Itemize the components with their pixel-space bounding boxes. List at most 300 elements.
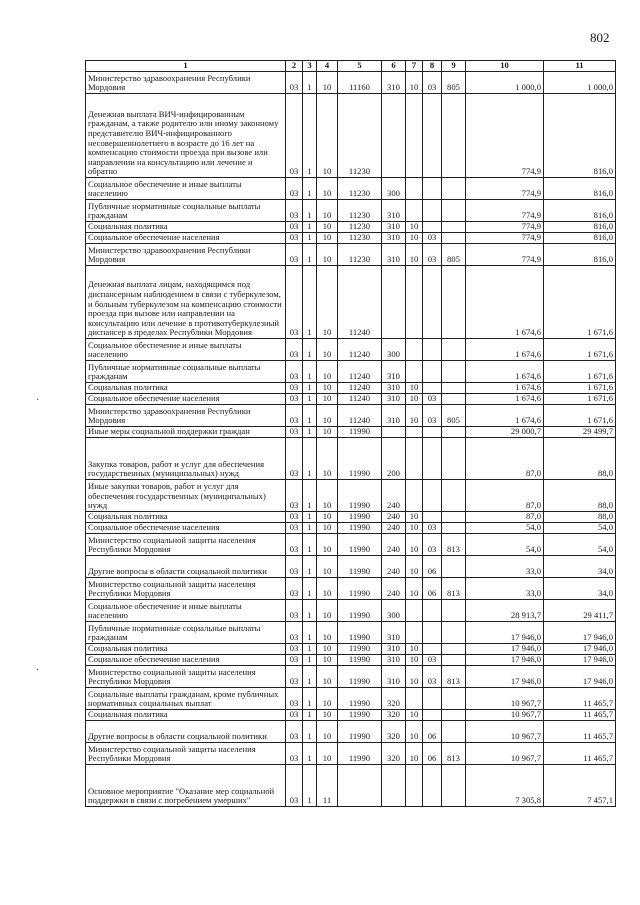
row-code-c5: 11240 bbox=[338, 394, 382, 405]
row-code-c8: 03 bbox=[423, 534, 442, 556]
row-code-c8 bbox=[423, 178, 442, 200]
row-amount-v11: 1 671,6 bbox=[544, 339, 616, 361]
row-code-c8: 06 bbox=[423, 578, 442, 600]
row-code-c4: 10 bbox=[317, 394, 338, 405]
row-code-c5: 11230 bbox=[338, 94, 382, 178]
row-code-c3: 1 bbox=[303, 438, 317, 480]
row-code-c6: 240 bbox=[382, 512, 406, 523]
row-amount-v10: 10 967,7 bbox=[466, 743, 544, 765]
row-amount-v11: 54,0 bbox=[544, 523, 616, 534]
row-amount-v10: 774,9 bbox=[466, 178, 544, 200]
row-code-c4: 10 bbox=[317, 361, 338, 383]
row-amount-v11: 816,0 bbox=[544, 94, 616, 178]
row-code-c8: 03 bbox=[423, 523, 442, 534]
row-code-c4: 10 bbox=[317, 94, 338, 178]
row-code-c7 bbox=[406, 361, 423, 383]
table-row bbox=[86, 94, 616, 178]
row-code-c8: 06 bbox=[423, 743, 442, 765]
row-code-c3: 1 bbox=[303, 765, 317, 807]
row-code-c5: 11990 bbox=[338, 743, 382, 765]
row-code-c5: 11990 bbox=[338, 655, 382, 666]
row-code-c2: 03 bbox=[286, 480, 303, 512]
row-name: Иные закупки товаров, работ и услуг для обеспечения государственных (муниципальных) нужд bbox=[86, 480, 286, 512]
row-code-c5: 11240 bbox=[338, 361, 382, 383]
row-code-c6: 200 bbox=[382, 438, 406, 480]
row-code-c9 bbox=[442, 655, 466, 666]
row-name: Социальное обеспечение и иные выплаты населению bbox=[86, 600, 286, 622]
row-code-c8 bbox=[423, 512, 442, 523]
row-code-c8: 03 bbox=[423, 405, 442, 427]
row-code-c6: 310 bbox=[382, 72, 406, 94]
row-code-c5: 11240 bbox=[338, 405, 382, 427]
row-amount-v11: 816,0 bbox=[544, 244, 616, 266]
table-row bbox=[86, 655, 616, 666]
row-code-c6: 300 bbox=[382, 600, 406, 622]
row-code-c6: 320 bbox=[382, 721, 406, 743]
row-code-c4: 10 bbox=[317, 200, 338, 222]
row-name: Денежная выплата лицам, находящимся под диспансерным наблюдением в связи с туберкулезом, и больным туберкулезом на компенсацию стоимости проезда при вызове или направлении на консультацию или лечение в противотуберкулезный диспансер в пределах Республики Мордовия bbox=[86, 266, 286, 339]
row-code-c4: 10 bbox=[317, 556, 338, 578]
row-code-c6: 310 bbox=[382, 383, 406, 394]
row-code-c2: 03 bbox=[286, 405, 303, 427]
row-name: Социальная политика bbox=[86, 644, 286, 655]
row-code-c2: 03 bbox=[286, 394, 303, 405]
row-code-c9 bbox=[442, 339, 466, 361]
row-code-c6: 310 bbox=[382, 233, 406, 244]
row-code-c2: 03 bbox=[286, 512, 303, 523]
row-code-c9: 813 bbox=[442, 743, 466, 765]
row-code-c2: 03 bbox=[286, 339, 303, 361]
row-code-c3: 1 bbox=[303, 556, 317, 578]
row-name: Денежная выплата ВИЧ-инфицированным гражданам, а также родителю или иному законному представителю ВИЧ-инфицированного несовершеннолетнего в возрасте до 16 лет на компенсацию стоимости проезда при вызове или направлении на консультацию или лечение и обратно bbox=[86, 94, 286, 178]
row-amount-v10: 7 305,8 bbox=[466, 765, 544, 807]
column-header: 4 bbox=[317, 61, 338, 72]
row-amount-v11: 816,0 bbox=[544, 200, 616, 222]
row-code-c5: 11160 bbox=[338, 72, 382, 94]
row-code-c2: 03 bbox=[286, 688, 303, 710]
table-row bbox=[86, 688, 616, 710]
row-code-c2: 03 bbox=[286, 710, 303, 721]
row-amount-v10: 33,0 bbox=[466, 578, 544, 600]
table-row bbox=[86, 72, 616, 94]
row-code-c9 bbox=[442, 94, 466, 178]
row-code-c4: 10 bbox=[317, 383, 338, 394]
row-amount-v11: 17 946,0 bbox=[544, 666, 616, 688]
row-code-c6: 320 bbox=[382, 710, 406, 721]
row-code-c7: 10 bbox=[406, 244, 423, 266]
row-name: Социальное обеспечение населения bbox=[86, 233, 286, 244]
row-code-c2: 03 bbox=[286, 244, 303, 266]
table-row bbox=[86, 361, 616, 383]
row-code-c8: 03 bbox=[423, 72, 442, 94]
row-code-c7: 10 bbox=[406, 556, 423, 578]
row-code-c7 bbox=[406, 200, 423, 222]
row-code-c2: 03 bbox=[286, 383, 303, 394]
row-name: Социальная политика bbox=[86, 383, 286, 394]
row-code-c5: 11990 bbox=[338, 523, 382, 534]
row-code-c4: 10 bbox=[317, 339, 338, 361]
row-code-c6: 310 bbox=[382, 655, 406, 666]
row-amount-v10: 1 674,6 bbox=[466, 394, 544, 405]
row-code-c8: 03 bbox=[423, 244, 442, 266]
column-header: 3 bbox=[303, 61, 317, 72]
row-code-c2: 03 bbox=[286, 427, 303, 438]
row-code-c6 bbox=[382, 266, 406, 339]
row-code-c2: 03 bbox=[286, 72, 303, 94]
row-code-c6: 320 bbox=[382, 743, 406, 765]
row-code-c4: 10 bbox=[317, 266, 338, 339]
row-code-c6: 310 bbox=[382, 361, 406, 383]
row-code-c9 bbox=[442, 512, 466, 523]
row-code-c9 bbox=[442, 765, 466, 807]
table-row bbox=[86, 578, 616, 600]
row-code-c9 bbox=[442, 622, 466, 644]
row-code-c8 bbox=[423, 644, 442, 655]
row-code-c3: 1 bbox=[303, 266, 317, 339]
row-code-c3: 1 bbox=[303, 710, 317, 721]
row-code-c3: 1 bbox=[303, 688, 317, 710]
column-header: 1 bbox=[86, 61, 286, 72]
row-code-c3: 1 bbox=[303, 655, 317, 666]
table-row bbox=[86, 339, 616, 361]
row-amount-v11: 29 411,7 bbox=[544, 600, 616, 622]
row-code-c6: 240 bbox=[382, 534, 406, 556]
row-name: Министерство здравоохранения Республики Мордовия bbox=[86, 72, 286, 94]
row-name: Иные меры социальной поддержки граждан bbox=[86, 427, 286, 438]
row-amount-v11: 88,0 bbox=[544, 480, 616, 512]
row-code-c3: 1 bbox=[303, 394, 317, 405]
row-code-c7 bbox=[406, 765, 423, 807]
row-name: Социальные выплаты гражданам, кроме публичных нормативных социальных выплат bbox=[86, 688, 286, 710]
column-header: 5 bbox=[338, 61, 382, 72]
row-code-c9: 813 bbox=[442, 578, 466, 600]
row-code-c7: 10 bbox=[406, 405, 423, 427]
row-code-c5: 11990 bbox=[338, 644, 382, 655]
row-code-c5: 11990 bbox=[338, 622, 382, 644]
row-code-c2: 03 bbox=[286, 721, 303, 743]
row-code-c4: 10 bbox=[317, 405, 338, 427]
row-code-c3: 1 bbox=[303, 743, 317, 765]
row-code-c7 bbox=[406, 622, 423, 644]
row-code-c5: 11230 bbox=[338, 222, 382, 233]
row-code-c3: 1 bbox=[303, 361, 317, 383]
row-code-c9 bbox=[442, 178, 466, 200]
column-header: 8 bbox=[423, 61, 442, 72]
row-code-c5: 11990 bbox=[338, 578, 382, 600]
row-code-c3: 1 bbox=[303, 233, 317, 244]
row-code-c7 bbox=[406, 427, 423, 438]
row-code-c7 bbox=[406, 178, 423, 200]
row-code-c8 bbox=[423, 600, 442, 622]
row-amount-v10: 774,9 bbox=[466, 222, 544, 233]
column-header: 9 bbox=[442, 61, 466, 72]
row-name: Министерство социальной защиты населения Республики Мордовия bbox=[86, 534, 286, 556]
row-code-c9 bbox=[442, 600, 466, 622]
row-amount-v10: 29 000,7 bbox=[466, 427, 544, 438]
row-code-c6 bbox=[382, 94, 406, 178]
row-amount-v11: 1 000,0 bbox=[544, 72, 616, 94]
row-code-c9 bbox=[442, 688, 466, 710]
row-amount-v11: 17 946,0 bbox=[544, 622, 616, 644]
row-code-c8 bbox=[423, 765, 442, 807]
row-name: Министерство социальной защиты населения Республики Мордовия bbox=[86, 743, 286, 765]
row-amount-v10: 1 674,6 bbox=[466, 405, 544, 427]
row-code-c9 bbox=[442, 394, 466, 405]
row-name: Министерство здравоохранения Республики Мордовия bbox=[86, 405, 286, 427]
row-amount-v11: 17 946,0 bbox=[544, 644, 616, 655]
row-code-c2: 03 bbox=[286, 94, 303, 178]
row-code-c4: 10 bbox=[317, 534, 338, 556]
row-code-c8 bbox=[423, 427, 442, 438]
row-amount-v10: 1 674,6 bbox=[466, 339, 544, 361]
row-code-c3: 1 bbox=[303, 578, 317, 600]
row-code-c3: 1 bbox=[303, 222, 317, 233]
row-code-c7 bbox=[406, 438, 423, 480]
row-code-c4: 10 bbox=[317, 72, 338, 94]
row-name: Основное мероприятие "Оказание мер социальной поддержки в связи с погребением умерших" bbox=[86, 765, 286, 807]
row-code-c6: 300 bbox=[382, 339, 406, 361]
row-amount-v10: 1 674,6 bbox=[466, 383, 544, 394]
column-header: 7 bbox=[406, 61, 423, 72]
row-name: Социальная политика bbox=[86, 222, 286, 233]
row-code-c6 bbox=[382, 765, 406, 807]
table-row bbox=[86, 266, 616, 339]
column-header: 6 bbox=[382, 61, 406, 72]
row-code-c9 bbox=[442, 644, 466, 655]
table-row bbox=[86, 600, 616, 622]
row-amount-v11: 88,0 bbox=[544, 438, 616, 480]
row-code-c6 bbox=[382, 427, 406, 438]
row-amount-v11: 17 946,0 bbox=[544, 655, 616, 666]
row-code-c8 bbox=[423, 688, 442, 710]
row-amount-v10: 774,9 bbox=[466, 94, 544, 178]
row-code-c7 bbox=[406, 339, 423, 361]
row-code-c7 bbox=[406, 94, 423, 178]
row-code-c2: 03 bbox=[286, 361, 303, 383]
row-amount-v11: 816,0 bbox=[544, 178, 616, 200]
row-code-c2: 03 bbox=[286, 266, 303, 339]
table-row bbox=[86, 743, 616, 765]
row-code-c7: 10 bbox=[406, 383, 423, 394]
row-code-c7: 10 bbox=[406, 233, 423, 244]
row-code-c3: 1 bbox=[303, 512, 317, 523]
row-code-c7: 10 bbox=[406, 710, 423, 721]
row-code-c7: 10 bbox=[406, 72, 423, 94]
row-code-c6: 310 bbox=[382, 200, 406, 222]
column-header: 2 bbox=[286, 61, 303, 72]
table-row bbox=[86, 622, 616, 644]
row-code-c2: 03 bbox=[286, 233, 303, 244]
row-code-c8 bbox=[423, 710, 442, 721]
row-name: Закупка товаров, работ и услуг для обеспечения государственных (муниципальных) нужд bbox=[86, 438, 286, 480]
row-code-c6: 300 bbox=[382, 178, 406, 200]
row-code-c4: 10 bbox=[317, 438, 338, 480]
row-code-c4: 10 bbox=[317, 644, 338, 655]
row-name: Министерство социальной защиты населения Республики Мордовия bbox=[86, 578, 286, 600]
row-code-c7 bbox=[406, 600, 423, 622]
row-amount-v11: 11 465,7 bbox=[544, 688, 616, 710]
row-name: Публичные нормативные социальные выплаты гражданам bbox=[86, 361, 286, 383]
row-code-c4: 10 bbox=[317, 222, 338, 233]
row-code-c7: 10 bbox=[406, 666, 423, 688]
row-code-c9 bbox=[442, 427, 466, 438]
row-code-c6: 240 bbox=[382, 523, 406, 534]
row-code-c2: 03 bbox=[286, 655, 303, 666]
row-code-c7: 10 bbox=[406, 394, 423, 405]
table-row bbox=[86, 534, 616, 556]
row-code-c8: 06 bbox=[423, 556, 442, 578]
row-code-c2: 03 bbox=[286, 743, 303, 765]
row-amount-v10: 54,0 bbox=[466, 534, 544, 556]
row-amount-v10: 54,0 bbox=[466, 523, 544, 534]
table-row bbox=[86, 765, 616, 807]
row-code-c8: 03 bbox=[423, 655, 442, 666]
row-name: Министерство здравоохранения Республики Мордовия bbox=[86, 244, 286, 266]
row-code-c8 bbox=[423, 200, 442, 222]
row-amount-v10: 1 674,6 bbox=[466, 266, 544, 339]
row-code-c8 bbox=[423, 339, 442, 361]
row-code-c2: 03 bbox=[286, 534, 303, 556]
row-code-c9 bbox=[442, 383, 466, 394]
row-code-c9: 805 bbox=[442, 244, 466, 266]
row-amount-v11: 34,0 bbox=[544, 578, 616, 600]
row-code-c9 bbox=[442, 556, 466, 578]
row-code-c5: 11230 bbox=[338, 244, 382, 266]
row-code-c7: 10 bbox=[406, 523, 423, 534]
table-row bbox=[86, 438, 616, 480]
row-code-c2: 03 bbox=[286, 578, 303, 600]
row-code-c5: 11990 bbox=[338, 427, 382, 438]
row-amount-v11: 1 671,6 bbox=[544, 405, 616, 427]
row-code-c5: 11990 bbox=[338, 688, 382, 710]
row-code-c7: 10 bbox=[406, 655, 423, 666]
scan-speck: · bbox=[36, 665, 40, 676]
row-code-c8 bbox=[423, 383, 442, 394]
row-code-c9 bbox=[442, 721, 466, 743]
row-amount-v11: 1 671,6 bbox=[544, 383, 616, 394]
row-name: Социальное обеспечение населения bbox=[86, 523, 286, 534]
row-code-c4: 10 bbox=[317, 523, 338, 534]
row-code-c8: 06 bbox=[423, 721, 442, 743]
row-code-c7: 10 bbox=[406, 222, 423, 233]
row-code-c6: 320 bbox=[382, 688, 406, 710]
row-code-c2: 03 bbox=[286, 222, 303, 233]
row-code-c7 bbox=[406, 688, 423, 710]
row-amount-v10: 17 946,0 bbox=[466, 644, 544, 655]
column-header: 11 bbox=[544, 61, 616, 72]
row-code-c5: 11240 bbox=[338, 339, 382, 361]
row-amount-v11: 54,0 bbox=[544, 534, 616, 556]
table-row bbox=[86, 427, 616, 438]
row-code-c8 bbox=[423, 94, 442, 178]
row-name: Социальное обеспечение населения bbox=[86, 655, 286, 666]
row-code-c6: 240 bbox=[382, 480, 406, 512]
table-row bbox=[86, 523, 616, 534]
scan-speck: · bbox=[36, 395, 40, 406]
row-amount-v11: 29 499,7 bbox=[544, 427, 616, 438]
row-code-c4: 10 bbox=[317, 233, 338, 244]
row-code-c4: 10 bbox=[317, 666, 338, 688]
row-amount-v11: 11 465,7 bbox=[544, 743, 616, 765]
row-code-c7: 10 bbox=[406, 534, 423, 556]
column-header: 10 bbox=[466, 61, 544, 72]
row-code-c8 bbox=[423, 361, 442, 383]
row-code-c3: 1 bbox=[303, 427, 317, 438]
row-code-c5: 11240 bbox=[338, 383, 382, 394]
row-amount-v10: 10 967,7 bbox=[466, 710, 544, 721]
table-row bbox=[86, 721, 616, 743]
row-amount-v10: 17 946,0 bbox=[466, 622, 544, 644]
row-code-c9 bbox=[442, 200, 466, 222]
row-code-c2: 03 bbox=[286, 622, 303, 644]
row-amount-v11: 816,0 bbox=[544, 233, 616, 244]
row-code-c3: 1 bbox=[303, 523, 317, 534]
row-code-c6: 240 bbox=[382, 578, 406, 600]
row-code-c9 bbox=[442, 361, 466, 383]
row-code-c6: 310 bbox=[382, 244, 406, 266]
row-code-c5: 11230 bbox=[338, 178, 382, 200]
row-code-c3: 1 bbox=[303, 644, 317, 655]
row-code-c9: 813 bbox=[442, 666, 466, 688]
row-code-c5: 11990 bbox=[338, 534, 382, 556]
row-amount-v11: 11 465,7 bbox=[544, 721, 616, 743]
row-code-c5: 11990 bbox=[338, 438, 382, 480]
row-amount-v10: 1 000,0 bbox=[466, 72, 544, 94]
row-code-c6: 310 bbox=[382, 622, 406, 644]
table-row bbox=[86, 556, 616, 578]
row-name: Социальное обеспечение и иные выплаты населению bbox=[86, 339, 286, 361]
table-row bbox=[86, 222, 616, 233]
row-code-c3: 1 bbox=[303, 94, 317, 178]
row-code-c9 bbox=[442, 710, 466, 721]
row-code-c9: 805 bbox=[442, 72, 466, 94]
row-code-c6: 310 bbox=[382, 666, 406, 688]
row-name: Социальное обеспечение и иные выплаты населению bbox=[86, 178, 286, 200]
row-code-c2: 03 bbox=[286, 438, 303, 480]
row-code-c2: 03 bbox=[286, 200, 303, 222]
table-header-row bbox=[86, 61, 616, 72]
row-code-c4: 10 bbox=[317, 743, 338, 765]
table-row bbox=[86, 244, 616, 266]
row-code-c2: 03 bbox=[286, 666, 303, 688]
row-code-c3: 1 bbox=[303, 339, 317, 361]
row-code-c4: 10 bbox=[317, 480, 338, 512]
row-code-c5: 11990 bbox=[338, 666, 382, 688]
row-code-c3: 1 bbox=[303, 666, 317, 688]
row-amount-v11: 34,0 bbox=[544, 556, 616, 578]
row-code-c8 bbox=[423, 222, 442, 233]
row-code-c9 bbox=[442, 480, 466, 512]
row-code-c4: 10 bbox=[317, 578, 338, 600]
row-code-c3: 1 bbox=[303, 622, 317, 644]
row-code-c2: 03 bbox=[286, 523, 303, 534]
table-row bbox=[86, 480, 616, 512]
row-amount-v10: 87,0 bbox=[466, 438, 544, 480]
table-body bbox=[86, 72, 616, 807]
row-code-c7 bbox=[406, 480, 423, 512]
row-amount-v11: 11 465,7 bbox=[544, 710, 616, 721]
row-code-c7: 10 bbox=[406, 721, 423, 743]
row-amount-v10: 774,9 bbox=[466, 244, 544, 266]
row-code-c7: 10 bbox=[406, 743, 423, 765]
table-row bbox=[86, 394, 616, 405]
row-amount-v10: 87,0 bbox=[466, 480, 544, 512]
row-code-c3: 1 bbox=[303, 200, 317, 222]
row-amount-v10: 10 967,7 bbox=[466, 721, 544, 743]
row-code-c8 bbox=[423, 438, 442, 480]
row-code-c8: 03 bbox=[423, 394, 442, 405]
row-code-c2: 03 bbox=[286, 556, 303, 578]
